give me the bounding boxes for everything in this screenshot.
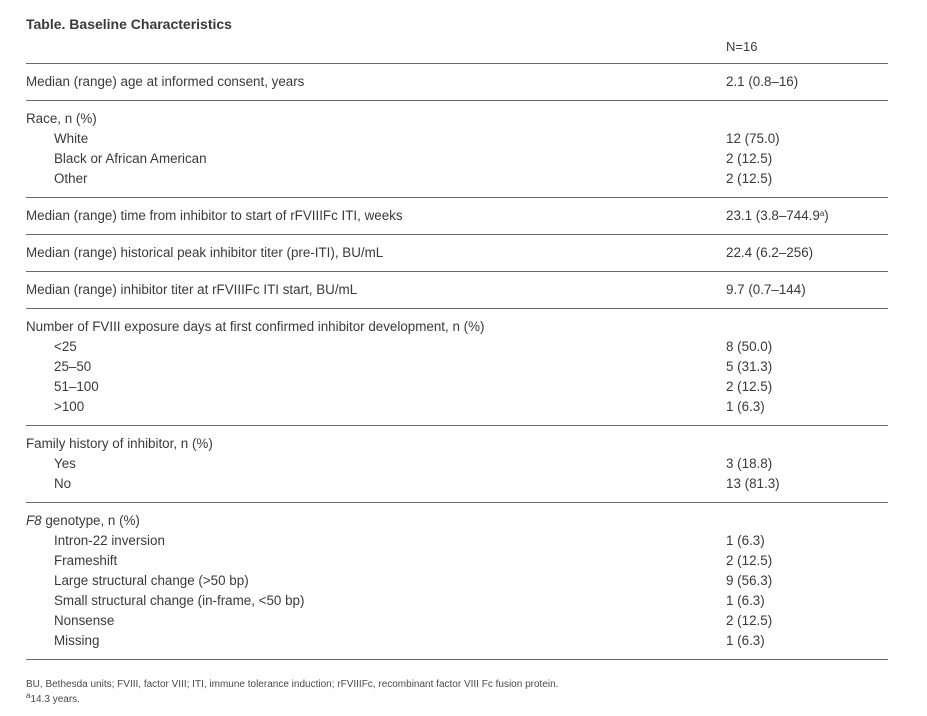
row-value: 12 (75.0): [726, 131, 780, 146]
row-value: 1 (6.3): [726, 593, 765, 608]
row-value: 2.1 (0.8–16): [726, 74, 799, 89]
gene-name: F8: [26, 513, 42, 528]
table-row: [26, 397, 888, 417]
row-label: No: [54, 476, 72, 491]
row-label: Other: [54, 171, 88, 186]
table-row: [26, 531, 888, 551]
row-value: 2 (12.5): [726, 553, 773, 568]
row-value: [726, 511, 888, 531]
table-row: [26, 611, 888, 631]
row-value: 2 (12.5): [726, 613, 773, 628]
table-section: [26, 198, 888, 235]
table-row: [26, 280, 888, 300]
row-label: Number of FVIII exposure days at first confirmed inhibitor development, n (%): [26, 319, 485, 334]
value-tail: ): [824, 208, 829, 223]
row-label: Intron-22 inversion: [54, 533, 165, 548]
abbreviations-footnote: BU, Bethesda units; FVIII, factor VIII; ITI, immune tolerance induction; rFVIIIFc, recombinant factor VIII Fc fusion protein.: [26, 679, 559, 690]
row-value: 5 (31.3): [726, 359, 773, 374]
footnote-text: 14.3 years.: [30, 694, 80, 705]
row-label: Missing: [54, 633, 100, 648]
row-value: 13 (81.3): [726, 476, 780, 491]
row-label: 25–50: [54, 359, 92, 374]
footnote-marker: a: [26, 691, 31, 700]
row-label: Yes: [54, 456, 76, 471]
row-value: 1 (6.3): [726, 533, 765, 548]
row-label: Median (range) age at informed consent, years: [26, 74, 305, 89]
row-label: <25: [54, 339, 77, 354]
table-row: [26, 591, 888, 611]
footnote-marker: a: [819, 209, 825, 218]
row-value: 2 (12.5): [726, 379, 773, 394]
row-value: 22.4 (6.2–256): [726, 245, 814, 260]
table-section: [26, 64, 888, 101]
table-section: [26, 309, 888, 426]
value-text: 23.1 (3.8–744.9: [726, 208, 820, 223]
table-row: [26, 129, 888, 149]
row-label: Median (range) historical peak inhibitor titer (pre-ITI), BU/mL: [26, 245, 384, 260]
row-value: [726, 109, 888, 129]
table-row: [26, 149, 888, 169]
label-text: genotype, n (%): [41, 513, 140, 528]
row-value: 9 (56.3): [726, 573, 773, 588]
table-section: [26, 101, 888, 198]
table-row: [26, 377, 888, 397]
table-section: [26, 272, 888, 309]
table-row: [26, 571, 888, 591]
baseline-table: [26, 34, 888, 660]
row-label: Small structural change (in-frame, <50 bp): [54, 593, 305, 608]
row-value: [726, 434, 888, 454]
row-label: 51–100: [54, 379, 99, 394]
table-row: [26, 357, 888, 377]
row-label: White: [54, 131, 89, 146]
row-label: Frameshift: [54, 553, 118, 568]
table-row: [26, 243, 888, 263]
table-row: [26, 474, 888, 494]
table-title: Table. Baseline Characteristics: [26, 16, 232, 32]
column-header-n: N=16: [726, 39, 758, 54]
table-row: [26, 169, 888, 189]
table-row: [26, 631, 888, 651]
row-label: [26, 511, 726, 531]
row-label: Large structural change (>50 bp): [54, 573, 249, 588]
table-row: [26, 337, 888, 357]
row-value: 1 (6.3): [726, 399, 765, 414]
table-row: [26, 511, 888, 531]
row-value: 1 (6.3): [726, 633, 765, 648]
table-section: [26, 426, 888, 503]
table-header: [26, 34, 888, 64]
row-label: Median (range) inhibitor titer at rFVIIIFc ITI start, BU/mL: [26, 282, 358, 297]
table-row: [26, 434, 888, 454]
row-value: 2 (12.5): [726, 171, 773, 186]
row-value: [726, 317, 888, 337]
row-value: 8 (50.0): [726, 339, 773, 354]
table-row: [26, 317, 888, 337]
table-row: [26, 206, 888, 226]
row-label: Nonsense: [54, 613, 115, 628]
row-label: Race, n (%): [26, 111, 97, 126]
table-section: [26, 235, 888, 272]
row-label: Median (range) time from inhibitor to start of rFVIIIFc ITI, weeks: [26, 208, 403, 223]
table-section: [26, 503, 888, 660]
row-label: Black or African American: [54, 151, 207, 166]
table-row: [26, 72, 888, 92]
table-row: [26, 551, 888, 571]
table-row: [26, 454, 888, 474]
row-value: 2 (12.5): [726, 151, 773, 166]
footnote-a: [26, 691, 80, 705]
row-value: [726, 206, 888, 226]
row-value: 9.7 (0.7–144): [726, 282, 806, 297]
row-label: >100: [54, 399, 85, 414]
table-row: [26, 109, 888, 129]
row-value: 3 (18.8): [726, 456, 773, 471]
row-label: Family history of inhibitor, n (%): [26, 436, 213, 451]
